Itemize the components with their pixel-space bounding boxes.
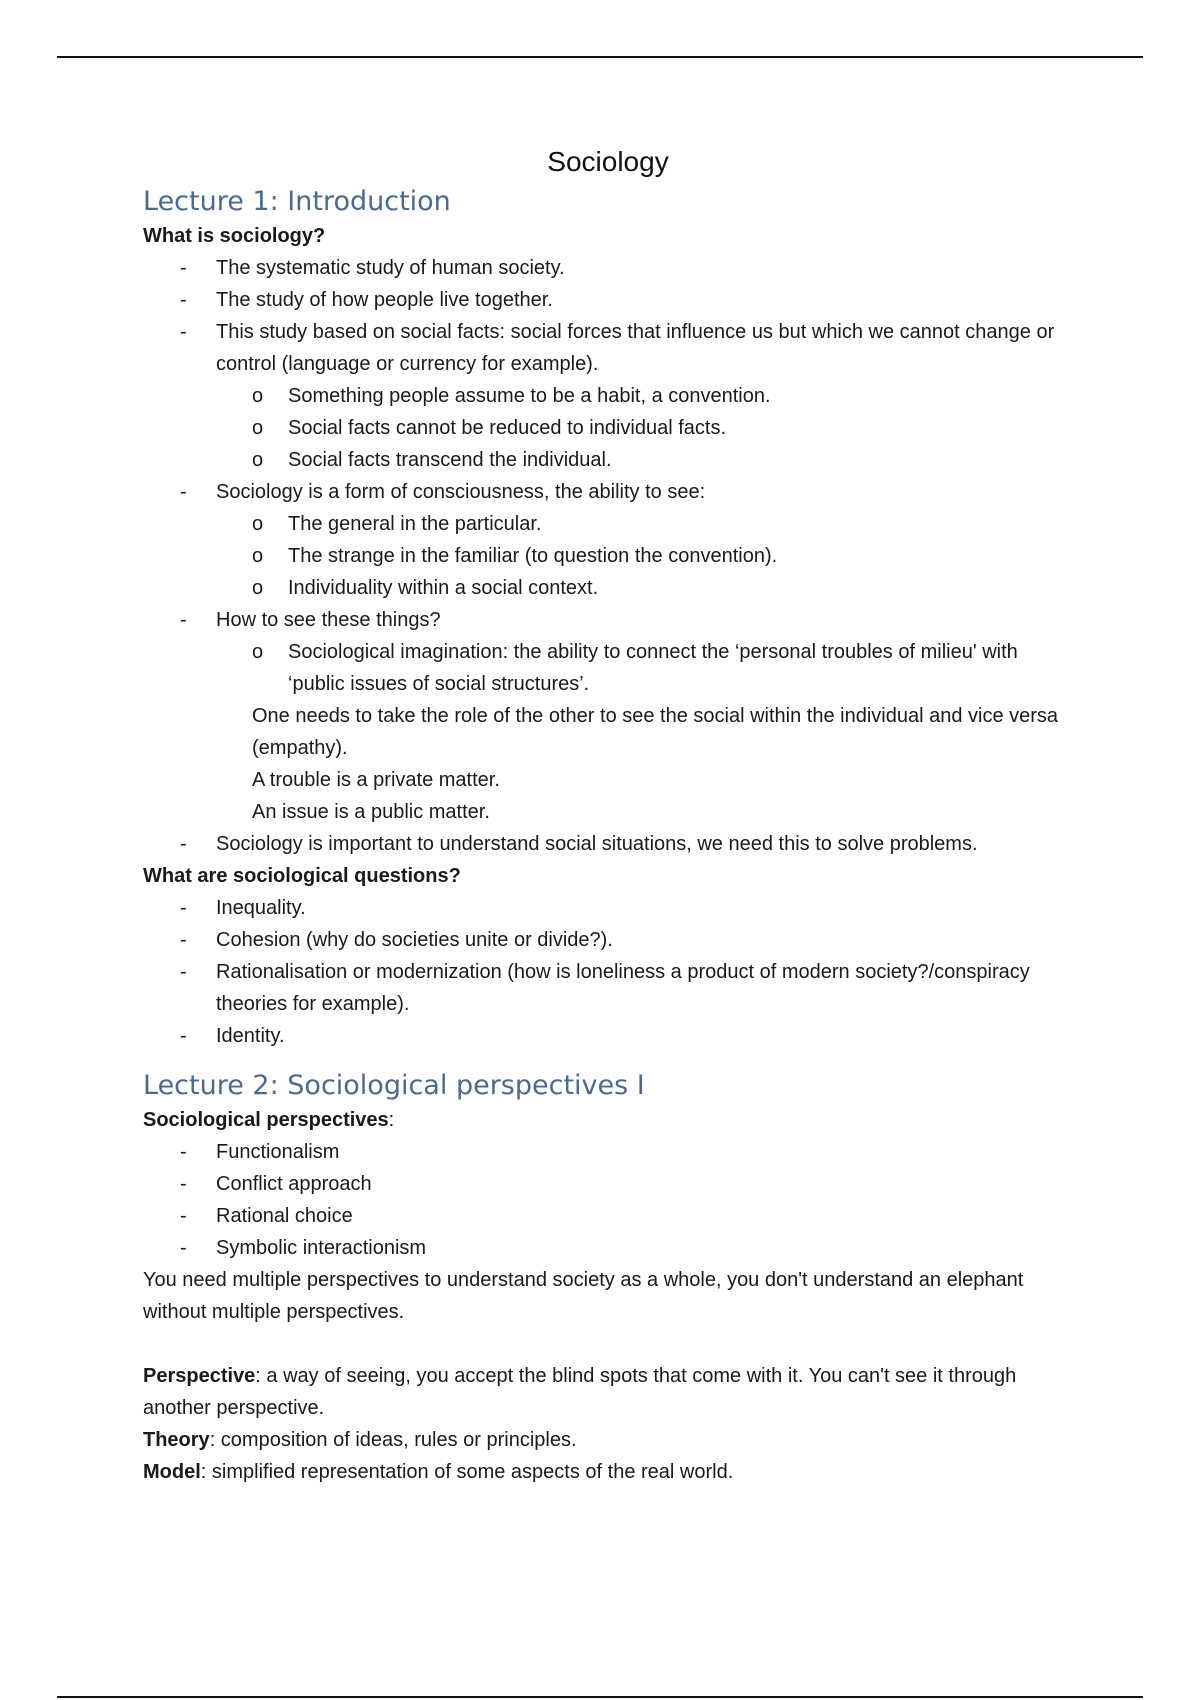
footer-rule (57, 1696, 1143, 1698)
dash-marker: - (180, 257, 187, 279)
how-to-see-list (143, 604, 1073, 636)
sublist-item: o Individuality within a social context. (143, 572, 1073, 604)
question-what-is-sociology: What is sociology? (143, 225, 326, 247)
dash-marker: - (180, 1025, 187, 1047)
dash-marker: - (180, 929, 187, 951)
circle-marker: o (252, 513, 264, 535)
dash-marker: - (180, 1141, 187, 1163)
definition-model: Model: simplified representation of some aspects of the real world. (143, 1461, 734, 1483)
multiple-perspectives-paragraph: You need multiple perspectives to understand society as a whole, you don't understand an elephant without multiple perspectives. (143, 1269, 1024, 1323)
dash-marker: - (180, 321, 187, 343)
lecture-1-heading: Lecture 1: Introduction (143, 186, 451, 217)
dash-marker: - (180, 897, 187, 919)
imagination-sublist (143, 636, 1073, 700)
dash-marker: - (180, 961, 187, 983)
sociology-definition-list (143, 252, 1073, 380)
importance-list (143, 828, 1073, 860)
list-item: - Rationalisation or modernization (how is loneliness a product of modern society?/conspiracy theories for example). (143, 956, 1073, 1020)
list-item: - This study based on social facts: social forces that influence us but which we cannot change or control (language or currency for example). (143, 316, 1073, 380)
question-sociological-questions: What are sociological questions? (143, 865, 461, 887)
list-item: - Symbolic interactionism (143, 1232, 1073, 1264)
definition-perspective: Perspective: a way of seeing, you accept the blind spots that come with it. You can't see it through another perspective. (143, 1365, 1017, 1419)
circle-marker: o (252, 449, 264, 471)
circle-marker: o (252, 545, 264, 567)
circle-marker: o (252, 417, 264, 439)
list-item: - The systematic study of human society. (143, 252, 1073, 284)
list-item: - Sociology is important to understand social situations, we need this to solve problems. (143, 828, 1073, 860)
sublist-item: o The general in the particular. (143, 508, 1073, 540)
trouble-note: A trouble is a private matter. (252, 769, 500, 791)
list-item: - Conflict approach (143, 1168, 1073, 1200)
dash-marker: - (180, 1237, 187, 1259)
list-item: - The study of how people live together. (143, 284, 1073, 316)
list-item: - Inequality. (143, 892, 1073, 924)
paragraph-gap (143, 1328, 1073, 1360)
sublist-item: o The strange in the familiar (to question the convention). (143, 540, 1073, 572)
perspectives-label: Sociological perspectives (143, 1109, 389, 1131)
definition-theory: Theory: composition of ideas, rules or principles. (143, 1429, 577, 1451)
circle-marker: o (252, 641, 264, 663)
list-item: - Functionalism (143, 1136, 1073, 1168)
circle-marker: o (252, 577, 264, 599)
list-item: - Sociology is a form of consciousness, the ability to see: (143, 476, 1073, 508)
header-rule (57, 56, 1143, 58)
list-item: - Rational choice (143, 1200, 1073, 1232)
empathy-note: One needs to take the role of the other to see the social within the individual and vice versa (empathy). (252, 705, 1059, 759)
sublist-item: o Something people assume to be a habit, a convention. (143, 380, 1073, 412)
circle-marker: o (252, 385, 264, 407)
sociological-questions-list (143, 892, 1073, 1052)
sublist-item: o Social facts transcend the individual. (143, 444, 1073, 476)
ability-to-see-sublist (143, 508, 1073, 604)
dash-marker: - (180, 609, 187, 631)
lecture-2-heading: Lecture 2: Sociological perspectives I (143, 1070, 645, 1101)
section-gap (143, 1052, 1073, 1068)
dash-marker: - (180, 289, 187, 311)
dash-marker: - (180, 1173, 187, 1195)
social-facts-sublist (143, 380, 1073, 476)
issue-note: An issue is a public matter. (252, 801, 490, 823)
list-item: - How to see these things? (143, 604, 1073, 636)
dash-marker: - (180, 833, 187, 855)
document-title: Sociology (547, 146, 669, 177)
list-item: - Cohesion (why do societies unite or divide?). (143, 924, 1073, 956)
document-page (143, 140, 1073, 1488)
consciousness-list (143, 476, 1073, 508)
dash-marker: - (180, 1205, 187, 1227)
dash-marker: - (180, 481, 187, 503)
sublist-item: o Social facts cannot be reduced to individual facts. (143, 412, 1073, 444)
sublist-item: o Sociological imagination: the ability to connect the ‘personal troubles of milieu' with ‘public issues of social structures’. (143, 636, 1073, 700)
perspectives-list (143, 1136, 1073, 1264)
perspectives-label-line: Sociological perspectives: (143, 1109, 395, 1131)
list-item: - Identity. (143, 1020, 1073, 1052)
